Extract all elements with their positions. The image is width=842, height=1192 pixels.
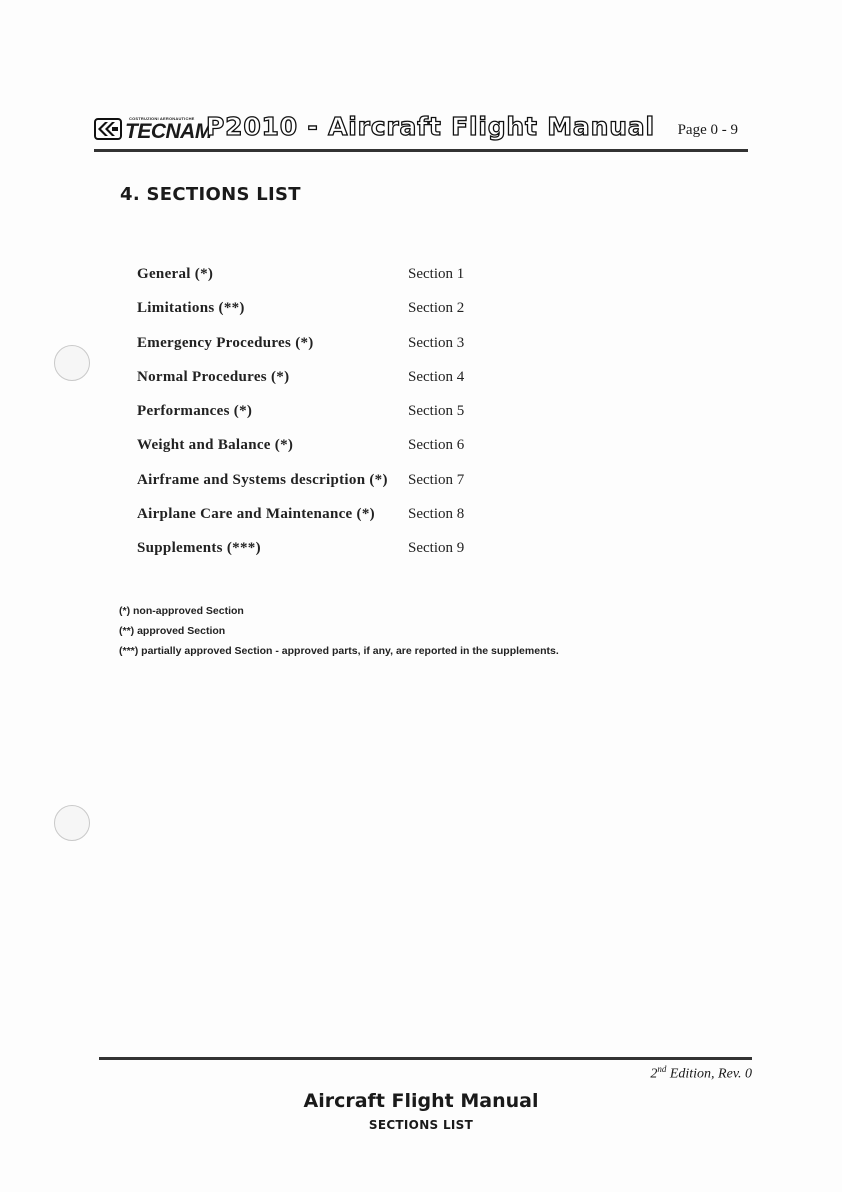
note-approved: (**) approved Section bbox=[119, 625, 226, 637]
note-non-approved: (*) non-approved Section bbox=[119, 605, 244, 617]
list-item bbox=[137, 403, 557, 437]
note-partially-approved: (***) partially approved Section - approved parts, if any, are reported in the supplements. bbox=[119, 645, 559, 657]
logo-wordmark: TECNAM bbox=[125, 120, 212, 143]
section-reference: Section 6 bbox=[408, 437, 465, 454]
tecnam-logo bbox=[94, 114, 212, 144]
list-item bbox=[137, 506, 557, 540]
list-item bbox=[137, 300, 557, 334]
page-number: Page 0 - 9 bbox=[677, 122, 738, 138]
section-name: Limitations (**) bbox=[137, 300, 245, 317]
section-name: Supplements (***) bbox=[137, 540, 261, 557]
sections-list bbox=[137, 266, 557, 575]
section-reference: Section 8 bbox=[408, 506, 465, 523]
section-name: Airframe and Systems description (*) bbox=[137, 471, 388, 488]
section-name: Weight and Balance (*) bbox=[137, 437, 294, 454]
notes-block bbox=[119, 601, 559, 661]
section-heading: 4. SECTIONS LIST bbox=[120, 184, 301, 205]
list-item bbox=[137, 540, 557, 574]
header-divider bbox=[94, 149, 748, 152]
section-name: Airplane Care and Maintenance (*) bbox=[137, 506, 375, 523]
list-item bbox=[137, 266, 557, 300]
section-reference: Section 3 bbox=[408, 334, 465, 351]
logo-tagline: COSTRUZIONI AERONAUTICHE bbox=[129, 116, 195, 121]
binder-hole bbox=[54, 345, 90, 381]
section-name: Normal Procedures (*) bbox=[137, 368, 290, 385]
section-reference: Section 7 bbox=[408, 471, 465, 488]
page-header bbox=[94, 112, 748, 152]
section-name: Performances (*) bbox=[137, 403, 253, 420]
edition-number: 2 bbox=[650, 1066, 658, 1082]
section-name: Emergency Procedures (*) bbox=[137, 334, 314, 351]
footer-subtitle: SECTIONS LIST bbox=[368, 1118, 474, 1132]
section-name: General (*) bbox=[137, 266, 214, 282]
manual-title: P2010 - Aircraft Flight Manual bbox=[206, 112, 655, 141]
section-reference: Section 1 bbox=[408, 266, 465, 282]
section-reference: Section 5 bbox=[408, 403, 465, 420]
tecnam-chevron-icon bbox=[94, 118, 122, 140]
footer-divider bbox=[99, 1057, 752, 1060]
binder-hole bbox=[54, 805, 90, 841]
list-item bbox=[137, 369, 557, 403]
edition-rest: Edition, Rev. 0 bbox=[666, 1066, 752, 1082]
edition-suffix: nd bbox=[657, 1064, 667, 1074]
list-item bbox=[137, 335, 557, 369]
section-reference: Section 2 bbox=[408, 300, 465, 317]
footer-title: Aircraft Flight Manual bbox=[303, 1090, 539, 1112]
section-reference: Section 4 bbox=[408, 368, 465, 385]
list-item bbox=[137, 437, 557, 471]
list-item bbox=[137, 472, 557, 506]
section-reference: Section 9 bbox=[408, 540, 465, 557]
edition-label bbox=[650, 1064, 752, 1083]
